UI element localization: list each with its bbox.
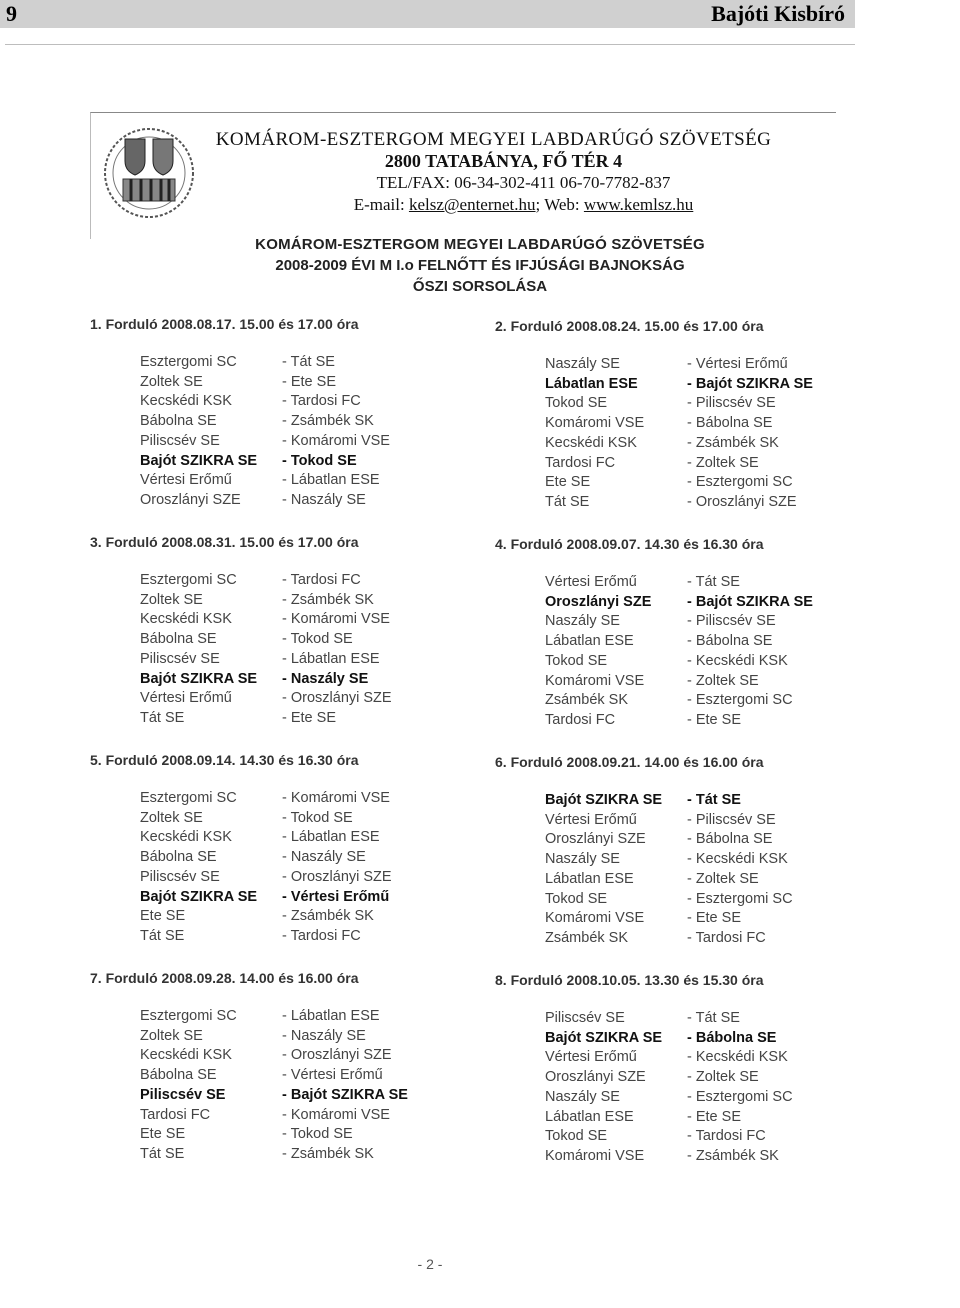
match-row (140, 631, 500, 651)
home-team: Vértesi Erőmű (545, 1049, 637, 1066)
letterhead (90, 112, 836, 239)
match-row (140, 849, 500, 869)
away-team: - Piliscsév SE (687, 811, 776, 828)
away-team: - Tardosi FC (282, 393, 361, 410)
home-team: Vértesi Erőmű (140, 472, 232, 489)
away-team: - Lábatlan ESE (282, 650, 380, 667)
match-row (545, 673, 905, 693)
away-team: - Zoltek SE (687, 1069, 759, 1086)
home-team: Tokod SE (545, 1128, 608, 1145)
away-team: - Oroszlányi SZE (687, 493, 797, 510)
away-team: - Lábatlan ESE (282, 829, 380, 846)
home-team: Piliscsév SE (140, 1086, 226, 1103)
match-row (140, 710, 500, 730)
away-team: - Bábolna SE (687, 633, 773, 650)
away-team: - Naszály SE (282, 1027, 366, 1044)
match-row (140, 472, 500, 492)
home-team: Zoltek SE (140, 809, 203, 826)
home-team: Oroszlányi SZE (545, 1069, 646, 1086)
page-number: 9 (6, 1, 17, 26)
away-team: - Kecskédi KSK (687, 1049, 788, 1066)
home-team: Komáromi VSE (545, 910, 645, 927)
match-row (545, 1128, 905, 1148)
match-row (545, 792, 905, 812)
away-team: - Ete SE (687, 910, 741, 927)
match-row (140, 690, 500, 710)
match-row (545, 871, 905, 891)
away-team: - Zoltek SE (687, 870, 759, 887)
away-team: - Kecskédi KSK (687, 652, 788, 669)
match-row (545, 831, 905, 851)
home-team: Oroszlányi SZE (140, 491, 241, 508)
away-team: - Bajót SZIKRA SE (687, 375, 813, 392)
home-team: Tokod SE (545, 395, 608, 412)
match-row (140, 829, 500, 849)
match-row (545, 435, 905, 455)
home-team: Bajót SZIKRA SE (140, 888, 258, 905)
round-title: 2. Forduló 2008.08.24. 15.00 és 17.00 óra (495, 318, 764, 334)
away-team: - Zoltek SE (687, 672, 759, 689)
match-row (140, 393, 500, 413)
match-row (140, 671, 500, 691)
home-team: Zoltek SE (140, 1027, 203, 1044)
home-team: Tát SE (545, 493, 590, 510)
match-row (140, 1107, 500, 1127)
match-row (140, 908, 500, 928)
home-team: Bajót SZIKRA SE (545, 792, 663, 808)
away-team: - Bábolna SE (687, 1029, 777, 1046)
match-row (545, 376, 905, 396)
home-team: Esztergomi SC (140, 354, 237, 370)
away-team: - Vértesi Erőmű (282, 1067, 383, 1084)
match-row (545, 851, 905, 871)
round-title: 4. Forduló 2008.09.07. 14.30 és 16.30 óra (495, 536, 764, 552)
home-team: Zoltek SE (140, 591, 203, 608)
home-team: Piliscsév SE (140, 650, 220, 667)
match-row (140, 354, 500, 374)
away-team: - Oroszlányi SZE (282, 868, 392, 885)
away-team: - Kecskédi KSK (687, 851, 788, 868)
letterhead-contacts (91, 195, 836, 215)
away-team: - Bábolna SE (687, 831, 773, 848)
round-title: 8. Forduló 2008.10.05. 13.30 és 15.30 óra (495, 972, 764, 988)
home-team: Lábatlan ESE (545, 1108, 634, 1125)
match-row (545, 930, 905, 950)
match-row (140, 889, 500, 909)
away-team: - Zsámbék SK (282, 1145, 374, 1162)
home-team: Naszály SE (545, 356, 620, 372)
match-row (140, 651, 500, 671)
schedule-heading-org: KOMÁROM-ESZTERGOM MEGYEI LABDARÚGÓ SZÖVETSÉG (255, 236, 705, 253)
away-team: - Komáromi VSE (282, 1106, 390, 1123)
away-team: - Komáromi VSE (282, 790, 390, 806)
home-team: Piliscsév SE (140, 868, 220, 885)
away-team: - Vértesi Erőmű (282, 888, 390, 905)
match-row (545, 395, 905, 415)
home-team: Ete SE (140, 908, 186, 925)
match-row (140, 1067, 500, 1087)
match-row (140, 492, 500, 512)
home-team: Tardosi FC (140, 1106, 211, 1123)
match-row (140, 810, 500, 830)
match-row (545, 712, 905, 732)
match-row (545, 812, 905, 832)
away-team: - Piliscsév SE (687, 613, 776, 630)
away-team: - Bábolna SE (687, 415, 773, 432)
match-row (140, 928, 500, 948)
away-team: - Zsámbék SK (282, 908, 374, 925)
home-team: Tát SE (140, 927, 185, 944)
home-team: Oroszlányi SZE (545, 593, 652, 610)
web-label: ; Web: (535, 195, 584, 214)
home-team: Piliscsév SE (140, 432, 220, 449)
away-team: - Tokod SE (282, 1126, 353, 1143)
match-row (140, 1126, 500, 1146)
away-team: - Esztergomi SC (687, 474, 793, 491)
home-team: Tardosi FC (545, 711, 616, 728)
away-team: - Tát SE (282, 354, 335, 370)
match-row (545, 910, 905, 930)
away-team: - Piliscsév SE (687, 395, 776, 412)
match-row (140, 1028, 500, 1048)
home-team: Zsámbék SK (545, 692, 628, 709)
round-2 (495, 318, 915, 510)
away-team: - Esztergomi SC (687, 890, 793, 907)
away-team: - Ete SE (282, 709, 336, 726)
home-team: Komáromi VSE (545, 1147, 645, 1164)
match-row (545, 891, 905, 911)
header-divider (5, 44, 855, 45)
away-team: - Tát SE (687, 792, 741, 808)
round-title: 6. Forduló 2008.09.21. 14.00 és 16.00 óra (495, 754, 764, 770)
away-team: - Komáromi VSE (282, 432, 390, 449)
schedule-heading-title: ŐSZI SORSOLÁSA (412, 278, 548, 295)
home-team: Bajót SZIKRA SE (140, 670, 258, 687)
match-row (545, 474, 905, 494)
home-team: Kecskédi KSK (140, 829, 232, 846)
match-row (140, 1087, 500, 1107)
home-team: Tát SE (140, 709, 185, 726)
away-team: - Ete SE (687, 1108, 741, 1125)
match-row (140, 433, 500, 453)
away-team: - Naszály SE (282, 670, 369, 687)
home-team: Lábatlan ESE (545, 870, 634, 887)
match-row (545, 1069, 905, 1089)
away-team: - Zsámbék SK (687, 434, 779, 451)
email-link[interactable]: kelsz@enternet.hu (408, 195, 536, 214)
match-row (545, 415, 905, 435)
match-row (545, 494, 905, 514)
match-row (545, 1109, 905, 1129)
away-team: - Lábatlan ESE (282, 1008, 380, 1024)
away-team: - Ete SE (687, 711, 741, 728)
match-row (140, 1047, 500, 1067)
round-6 (495, 754, 915, 946)
match-row (140, 1146, 500, 1166)
home-team: Lábatlan ESE (545, 375, 638, 392)
match-row (140, 413, 500, 433)
home-team: Kecskédi KSK (140, 611, 232, 628)
match-row (545, 633, 905, 653)
home-team: Bábolna SE (140, 631, 217, 648)
home-team: Esztergomi SC (140, 790, 237, 806)
home-team: Vértesi Erőmű (545, 811, 637, 828)
away-team: - Vértesi Erőmű (687, 356, 788, 372)
schedule-heading-season: 2008-2009 ÉVI M I.o FELNŐTT ÉS IFJÚSÁGI BAJNOKSÁG (275, 257, 685, 274)
home-team: Vértesi Erőmű (545, 574, 637, 590)
away-team: - Bajót SZIKRA SE (282, 1086, 408, 1103)
away-team: - Bajót SZIKRA SE (687, 593, 813, 610)
web-link[interactable]: www.kemlsz.hu (583, 195, 694, 214)
letterhead-phone: TEL/FAX: 06-34-302-411 06-70-7782-837 (376, 173, 671, 192)
match-row (545, 455, 905, 475)
home-team: Komáromi VSE (545, 415, 645, 432)
away-team: - Lábatlan ESE (282, 472, 380, 489)
match-row (140, 611, 500, 631)
away-team: - Tokod SE (282, 631, 353, 648)
home-team: Kecskédi KSK (545, 434, 637, 451)
home-team: Bábolna SE (140, 849, 217, 866)
away-team: - Tát SE (687, 1010, 740, 1026)
away-team: - Komáromi VSE (282, 611, 390, 628)
away-team: - Oroszlányi SZE (282, 690, 392, 707)
away-team: - Tát SE (687, 574, 740, 590)
round-1 (90, 316, 510, 508)
match-row (545, 1049, 905, 1069)
home-team: Naszály SE (545, 851, 620, 868)
match-row (545, 692, 905, 712)
round-title: 7. Forduló 2008.09.28. 14.00 és 16.00 óra (90, 970, 359, 986)
away-team: - Zsámbék SK (687, 1147, 779, 1164)
round-title: 3. Forduló 2008.08.31. 15.00 és 17.00 óra (90, 534, 359, 550)
round-4 (495, 536, 915, 728)
away-team: - Tokod SE (282, 452, 357, 469)
home-team: Tokod SE (545, 890, 608, 907)
page-header-bar (0, 0, 855, 28)
email-label: E-mail: (353, 195, 409, 214)
match-row (140, 592, 500, 612)
match-row (545, 1030, 905, 1050)
round-5 (90, 752, 510, 944)
round-8 (495, 972, 915, 1164)
home-team: Komáromi VSE (545, 672, 645, 689)
away-team: - Esztergomi SC (687, 1088, 793, 1105)
match-row (140, 869, 500, 889)
publication-title: Bajóti Kisbíró (711, 1, 845, 26)
home-team: Oroszlányi SZE (545, 831, 646, 848)
home-team: Tardosi FC (545, 454, 616, 471)
home-team: Zoltek SE (140, 373, 203, 390)
away-team: - Tardosi FC (282, 572, 361, 588)
away-team: - Naszály SE (282, 849, 366, 866)
round-3 (90, 534, 510, 726)
home-team: Ete SE (140, 1126, 186, 1143)
home-team: Piliscsév SE (545, 1010, 625, 1026)
home-team: Vértesi Erőmű (140, 690, 232, 707)
match-row (140, 374, 500, 394)
match-row (140, 790, 500, 810)
round-title: 1. Forduló 2008.08.17. 15.00 és 17.00 óra (90, 316, 359, 332)
footer-page-number: - 2 - (417, 1256, 443, 1272)
away-team: - Tokod SE (282, 809, 353, 826)
away-team: - Ete SE (282, 373, 336, 390)
letterhead-address: 2800 TATABÁNYA, FŐ TÉR 4 (384, 151, 623, 171)
away-team: - Tardosi FC (687, 1128, 766, 1145)
home-team: Zsámbék SK (545, 929, 628, 946)
home-team: Kecskédi KSK (140, 393, 232, 410)
home-team: Bajót SZIKRA SE (545, 1029, 663, 1046)
home-team: Esztergomi SC (140, 1008, 237, 1024)
home-team: Naszály SE (545, 1088, 620, 1105)
letterhead-org: KOMÁROM-ESZTERGOM MEGYEI LABDARÚGÓ SZÖVETSÉG (215, 129, 772, 150)
home-team: Kecskédi KSK (140, 1047, 232, 1064)
home-team: Tokod SE (545, 652, 608, 669)
match-row (545, 613, 905, 633)
away-team: - Esztergomi SC (687, 692, 793, 709)
round-title: 5. Forduló 2008.09.14. 14.30 és 16.30 óra (90, 752, 359, 768)
away-team: - Zoltek SE (687, 454, 759, 471)
match-row (545, 1089, 905, 1109)
away-team: - Tardosi FC (687, 929, 766, 946)
match-row (140, 1008, 500, 1028)
round-7 (90, 970, 510, 1162)
match-row (545, 574, 905, 594)
away-team: - Zsámbék SK (282, 413, 374, 430)
match-row (545, 356, 905, 376)
away-team: - Naszály SE (282, 491, 366, 508)
home-team: Bajót SZIKRA SE (140, 452, 258, 469)
home-team: Ete SE (545, 474, 591, 491)
match-row (140, 453, 500, 473)
match-row (545, 653, 905, 673)
home-team: Esztergomi SC (140, 572, 237, 588)
home-team: Tát SE (140, 1145, 185, 1162)
away-team: - Oroszlányi SZE (282, 1047, 392, 1064)
home-team: Bábolna SE (140, 1067, 217, 1084)
home-team: Lábatlan ESE (545, 633, 634, 650)
away-team: - Tardosi FC (282, 927, 361, 944)
match-row (140, 572, 500, 592)
match-row (545, 594, 905, 614)
home-team: Naszály SE (545, 613, 620, 630)
away-team: - Zsámbék SK (282, 591, 374, 608)
match-row (545, 1010, 905, 1030)
home-team: Bábolna SE (140, 413, 217, 430)
match-row (545, 1148, 905, 1168)
